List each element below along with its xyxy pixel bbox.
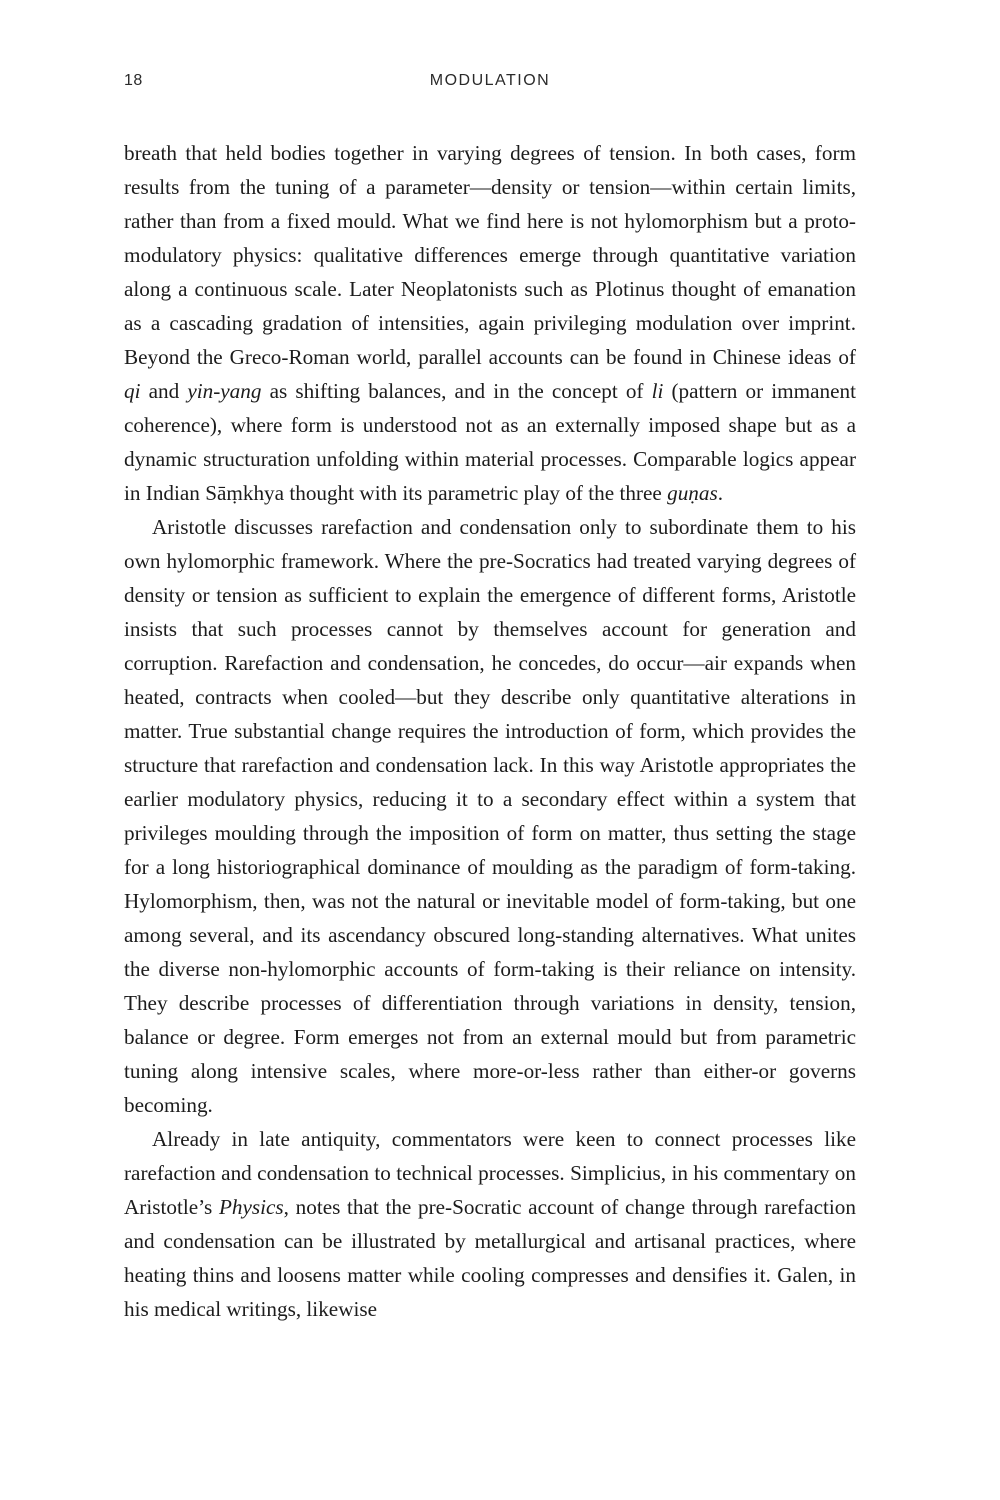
text-run: (pattern or immanent coherence), where form is understood not as an externally imposed shape but as a dynamic structuration unfolding within material processes. Comparable logics appear in Indian Sāṃkhya thought with its parametric play of the three xyxy=(124,379,856,505)
text-run: as shifting balances, and in the concept of xyxy=(261,379,652,403)
text-run: breath that held bodies together in varying degrees of tension. In both cases, form results from the tuning of a parameter—density or tension—within certain limits, rather than from a fixed mould. What we find here is not hylomorphism but a proto-modulatory physics: qualitative differences emerge through quantitative variation along a continuous scale. Later Neoplatonists such as Plotinus thought of emanation as a cascading gradation of intensities, again privileging modulation over imprint. Beyond the Greco-Roman world, parallel accounts can be found in Chinese ideas of xyxy=(124,141,856,369)
running-title: MODULATION xyxy=(429,72,551,89)
text-run: Aristotle discusses rarefaction and condensation only to subordinate them to his own hylomorphic framework. Where the pre-Socratics had treated varying degrees of density or tension as sufficient to explain the emergence of different forms, Aristotle insists that such processes cannot by themselves account for generation and corruption. Rarefaction and condensation, he concedes, do occur—air expands when heated, contracts when cooled—but they describe only quantitative alterations in matter. True substantial change requires the introduction of form, which provides the structure that rarefaction and condensation lack. In this way Aristotle appropriates the earlier modulatory physics, reducing it to a secondary effect within a system that privileges moulding through the imposition of form on matter, thus setting the stage for a long historiographical dominance of moulding as the paradigm of form-taking. Hylomorphism, then, was not the natural or inevitable model of form-taking, but one among several, and its ascendancy obscured long-standing alternatives. What unites the diverse non-hylomorphic accounts of form-taking is their reliance on intensity. They describe processes of differentiation through variations in density, tension, balance or degree. Form emerges not from an external mould but from parametric tuning along intensive scales, where more-or-less rather than either-or governs becoming. xyxy=(124,515,856,1117)
text-run: , notes that the pre-Socratic account of change through rarefaction and condensation can be illustrated by metallurgical and artisanal practices, where heating thins and loosens matter while cooling compresses and densifies it. Galen, in his medical writings, likewise xyxy=(124,1195,856,1321)
italic-term: guṇas xyxy=(667,481,718,505)
italic-term: qi xyxy=(124,379,141,403)
body-text xyxy=(124,136,856,1326)
paragraph xyxy=(124,136,856,510)
italic-term: Physics xyxy=(218,1195,284,1219)
text-run: Already in late antiquity, commentators were keen to connect processes like rarefaction and condensation to technical processes. Simplicius, in his commentary on Aristotle’s xyxy=(124,1127,856,1219)
page-number: 18 xyxy=(124,72,143,89)
text-run: . xyxy=(717,481,724,505)
paragraph xyxy=(124,510,856,1122)
running-head xyxy=(124,72,856,96)
paragraph xyxy=(124,1122,856,1326)
italic-term: li xyxy=(651,379,664,403)
italic-term: yin-yang xyxy=(187,379,262,403)
text-run: and xyxy=(140,379,188,403)
